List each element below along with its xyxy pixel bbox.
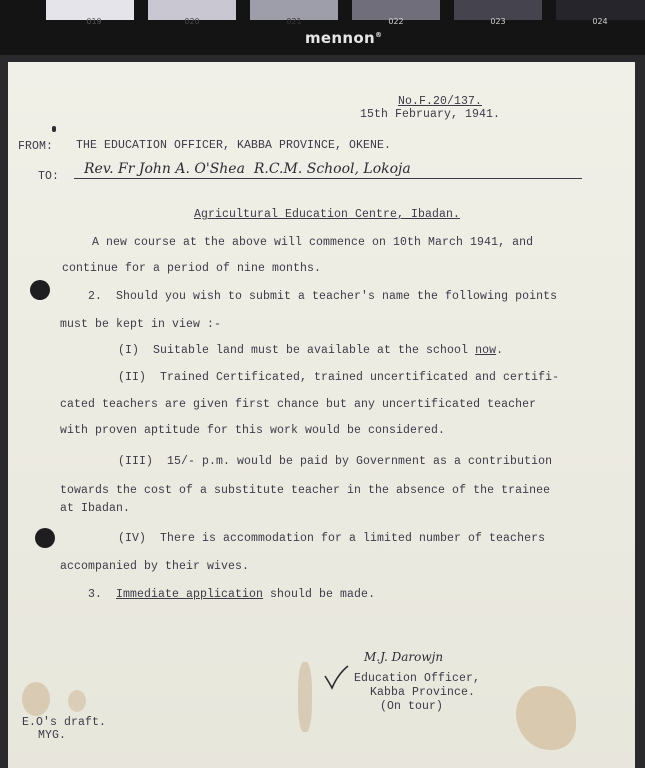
item-2-line: cated teachers are given first chance but any uncertificated teacher (60, 398, 537, 411)
item-4-line: (IV) There is accommodation for a limited number of teachers (118, 532, 546, 545)
from-label: FROM: (18, 140, 54, 153)
signature-status: (On tour) (380, 700, 444, 713)
brand-logo: mennon® (305, 29, 383, 47)
from-text: THE EDUCATION OFFICER, KABBA PROVINCE, OKENE. (76, 139, 392, 152)
letter-page (8, 62, 635, 768)
punch-hole (30, 280, 50, 300)
signature-title: Education Officer, (354, 672, 481, 685)
item-3-line: towards the cost of a substitute teacher in the absence of the trainee (60, 484, 551, 497)
signature-handwritten: M.J. Darowjn (364, 650, 444, 664)
ink-mark (52, 126, 56, 132)
letter-date: 15th February, 1941. (360, 108, 501, 121)
age-stain (22, 682, 50, 716)
paragraph-1-line: continue for a period of nine months. (62, 262, 322, 275)
item-2-line: with proven aptitude for this work would be considered. (60, 424, 446, 437)
item-2-line: (II) Trained Certificated, trained uncertificated and certifi- (118, 371, 560, 384)
swatch-number: 023 (490, 17, 506, 26)
to-underline (74, 178, 582, 179)
subject-heading: Agricultural Education Centre, Ibadan. (194, 208, 461, 221)
color-calibration-strip (0, 0, 645, 55)
signature-province: Kabba Province. (370, 686, 476, 699)
age-stain (298, 662, 312, 732)
paragraph-2-line: must be kept in view :- (60, 318, 222, 331)
age-stain (68, 690, 86, 712)
item-3-line: at Ibadan. (60, 502, 131, 515)
draft-note: E.O's draft. (22, 716, 107, 729)
paragraph-1-line: A new course at the above will commence on 10th March 1941, and (92, 236, 534, 249)
item-3-line: (III) 15/- p.m. would be paid by Government as a contribution (118, 455, 553, 468)
initials: MYG. (38, 729, 67, 742)
punch-hole (35, 528, 55, 548)
swatch-number: 020 (184, 17, 200, 26)
item-1: (I) Suitable land must be available at the school now. (118, 344, 504, 357)
to-label: TO: (38, 170, 60, 183)
swatch-number: 021 (286, 17, 302, 26)
reference-number: No.F.20/137. (398, 95, 483, 108)
item-4-line: accompanied by their wives. (60, 560, 250, 573)
swatch-number: 022 (388, 17, 404, 26)
swatch-number: 024 (592, 17, 608, 26)
to-recipient-handwritten: Rev. Fr John A. O'Shea R.C.M. School, Lokoja (84, 161, 411, 177)
paragraph-3: 3. Immediate application should be made. (88, 588, 376, 601)
paragraph-2-line: 2. Should you wish to submit a teacher's name the following points (88, 290, 558, 303)
swatch-number: 019 (86, 17, 102, 26)
signature-tick-icon (322, 662, 352, 692)
age-stain (516, 686, 576, 750)
